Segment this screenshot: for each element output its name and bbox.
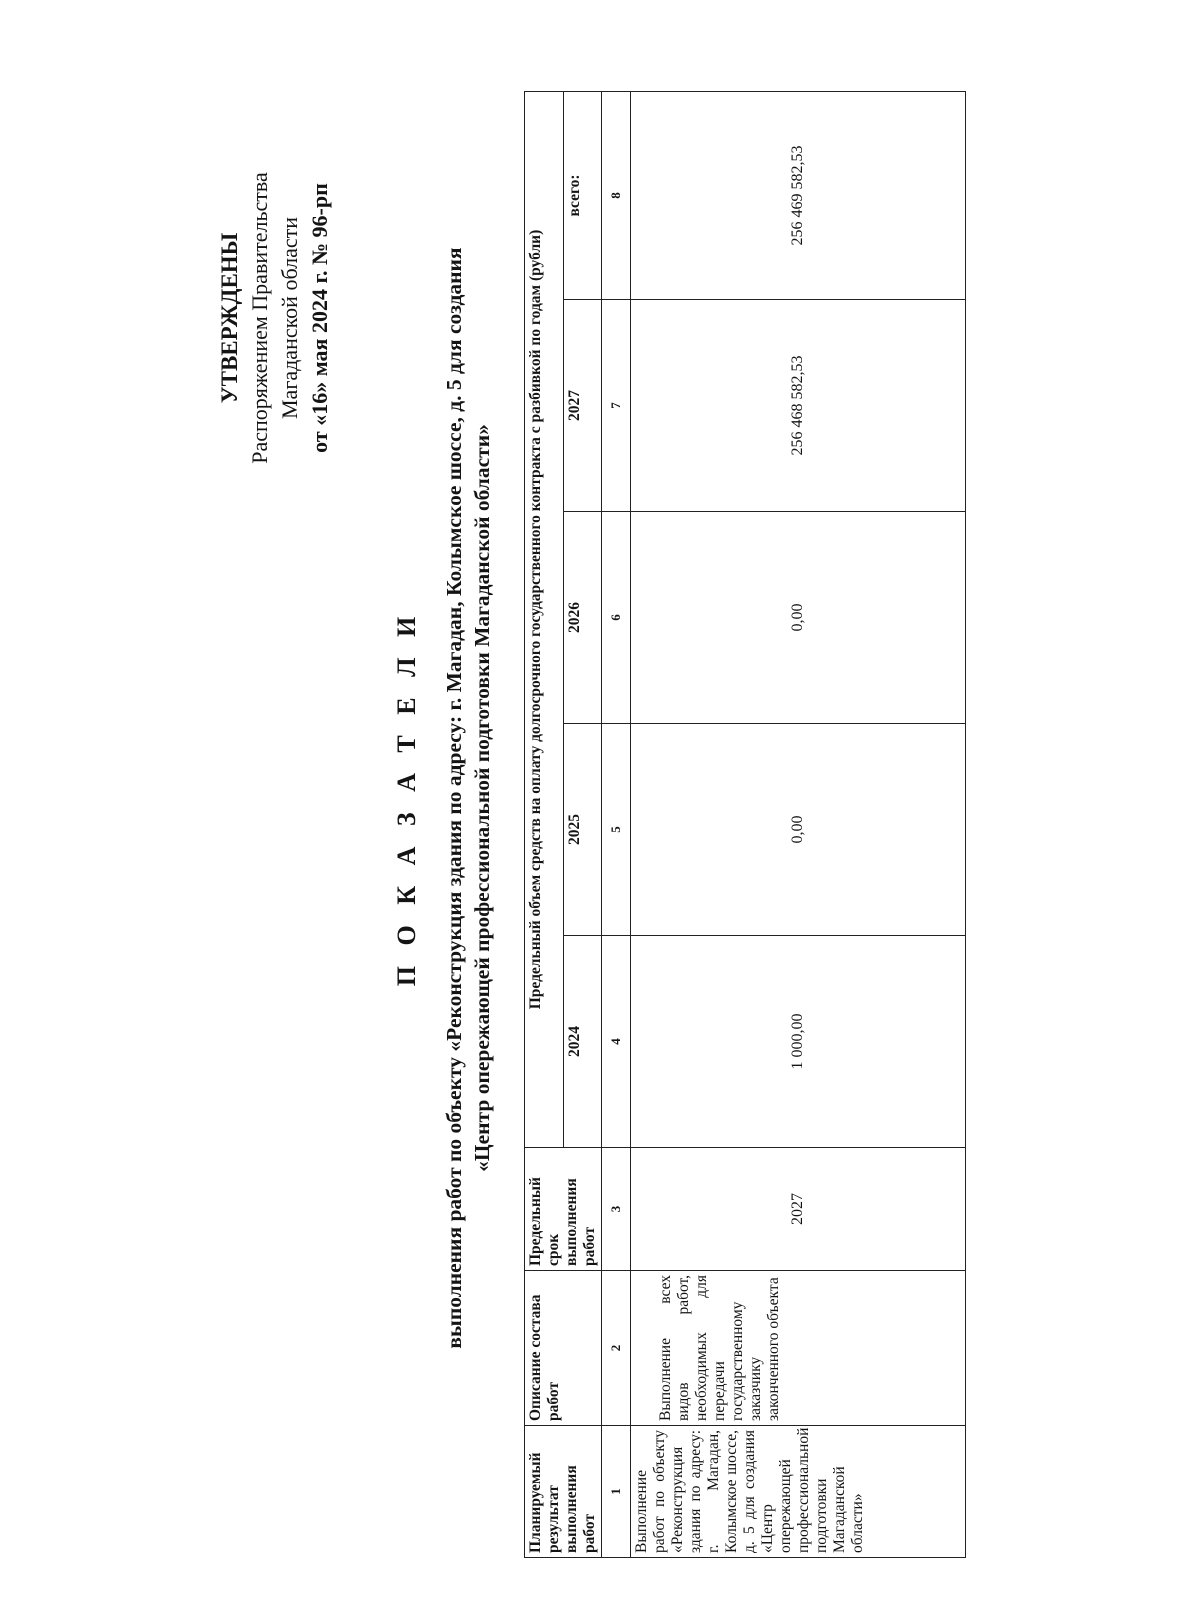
col-header-year: 2024 <box>563 936 602 1148</box>
column-number: 3 <box>602 1148 631 1271</box>
column-number: 6 <box>602 512 631 724</box>
description-text: Выполнение всех видов работ, необходимых для передачи государственному заказчику законченного объекта <box>657 1275 782 1421</box>
column-number: 5 <box>602 724 631 936</box>
deadline-cell: 2027 <box>631 1148 966 1271</box>
value-cell-2027: 256 468 582,53 <box>631 300 966 512</box>
column-number-row <box>602 92 631 1558</box>
column-number: 4 <box>602 936 631 1148</box>
column-number: 8 <box>602 92 631 300</box>
col-header-year: 2026 <box>563 512 602 724</box>
approval-title: УТВЕРЖДЕНЫ <box>217 232 242 404</box>
col-header-result: Планируемый результат выполнения работ <box>525 1426 602 1558</box>
document-heading <box>392 113 496 1483</box>
approval-line: Распоряжением Правительства <box>247 172 272 464</box>
document-subtitle: «Центр опережающей профессиональной подготовки Магаданской области» <box>470 424 494 1172</box>
table-row <box>631 92 966 1558</box>
column-number: 2 <box>602 1271 631 1426</box>
header-row <box>525 92 564 1558</box>
description-cell <box>631 1271 966 1426</box>
approval-line: Магаданской области <box>277 217 302 419</box>
approval-date: от «16» мая 2024 г. № 96-рп <box>307 183 332 453</box>
indicators-table <box>524 91 966 1558</box>
result-cell: Выполнение работ по объекту «Реконструкция здания по адресу: г. Магадан, Колымское шоссе, д. 5 для создания «Центр опережающей профессиональной подготовки Магаданской области» <box>631 1426 966 1558</box>
column-number: 1 <box>602 1426 631 1558</box>
document-subtitle: выполнения работ по объекту «Реконструкция здания по адресу: г. Магадан, Колымское шоссе, д. 5 для создания <box>442 247 466 1349</box>
document-title: П О К А З А Т Е Л И <box>392 609 421 987</box>
col-header-year: 2025 <box>563 724 602 936</box>
value-cell-2026: 0,00 <box>631 512 966 724</box>
value-cell-2024: 1 000,00 <box>631 936 966 1148</box>
col-header-funding: Предельный объем средств на оплату долгосрочного государственного контракта с разбивкой по годам (рубли) <box>525 92 564 1148</box>
col-header-description: Описание состава работ <box>525 1271 602 1426</box>
col-header-deadline: Предельный срок выполнения работ <box>525 1148 602 1271</box>
col-header-total: всего: <box>563 92 602 300</box>
value-cell-total: 256 469 582,53 <box>631 92 966 300</box>
value-cell-2025: 0,00 <box>631 724 966 936</box>
approval-block <box>215 83 335 553</box>
column-number: 7 <box>602 300 631 512</box>
col-header-year: 2027 <box>563 300 602 512</box>
